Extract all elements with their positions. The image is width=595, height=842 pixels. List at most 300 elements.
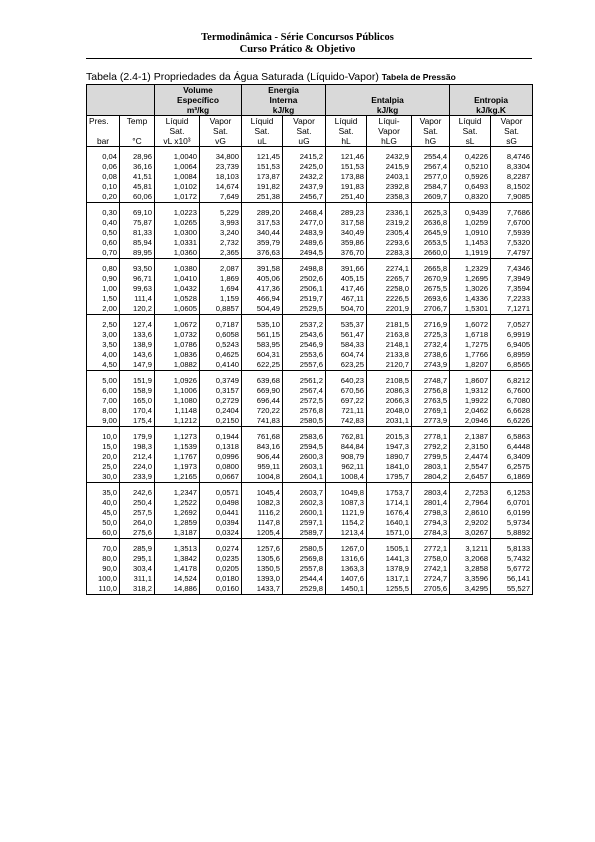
table-cell: 2557,8 (283, 564, 326, 574)
table-cell: 2358,3 (367, 192, 412, 203)
table-cell: 2577,0 (412, 172, 450, 182)
table-cell: 2553,6 (283, 350, 326, 360)
table-cell: 56,141 (491, 574, 533, 584)
table-cell: 75,87 (120, 218, 155, 228)
table-cell: 5,229 (200, 208, 242, 218)
table-cell: 251,40 (326, 192, 367, 203)
table-row (87, 528, 533, 539)
table-cell: 1,1080 (155, 396, 200, 406)
table-cell: 14,524 (155, 574, 200, 584)
table-cell: 212,4 (120, 452, 155, 462)
table-row (87, 462, 533, 472)
table-cell: 1,1273 (155, 432, 200, 442)
table-cell: 2066,3 (367, 396, 412, 406)
group-header-blank (87, 85, 155, 116)
table-cell: 0,2150 (200, 416, 242, 427)
table-cell: 2258,0 (367, 284, 412, 294)
table-row (87, 376, 533, 386)
table-cell: 1,869 (200, 274, 242, 284)
table-body (87, 147, 533, 595)
table-cell: 5,7432 (491, 554, 533, 564)
table-cell: 1,0672 (155, 320, 200, 330)
header-title: Termodinâmica - Série Concursos Públicos (201, 32, 394, 43)
group-header-row (87, 85, 533, 116)
table-cell: 251,38 (242, 192, 283, 203)
table-cell: 2415,2 (283, 152, 326, 162)
table-cell: 80,0 (87, 554, 120, 564)
table-cell: 340,44 (242, 228, 283, 238)
table-cell: 1,1148 (155, 406, 200, 416)
table-cell: 303,4 (120, 564, 155, 574)
column-header-cell: Líqui- (367, 116, 412, 127)
table-cell: 2,9202 (450, 518, 491, 528)
table-cell: 2705,6 (412, 584, 450, 595)
table-cell: 7,649 (200, 192, 242, 203)
table-cell: 2544,4 (283, 574, 326, 584)
column-header-cell: hG (412, 136, 450, 147)
table-cell: 2561,2 (283, 376, 326, 386)
table-cell: 289,23 (326, 208, 367, 218)
table-cell: 2758,0 (412, 554, 450, 564)
table-cell: 1753,7 (367, 488, 412, 498)
table-cell: 4,00 (87, 350, 120, 360)
table-cell: 0,70 (87, 248, 120, 259)
column-header-cell: Líquid (155, 116, 200, 127)
table-cell: 6,7080 (491, 396, 533, 406)
table-cell: 1841,0 (367, 462, 412, 472)
header-rule (86, 58, 532, 59)
table-cell: 1116,2 (242, 508, 283, 518)
table-cell: 5,6772 (491, 564, 533, 574)
table-cell: 2693,6 (412, 294, 450, 304)
table-cell: 14,674 (200, 182, 242, 192)
table-cell: 1257,6 (242, 544, 283, 554)
table-cell: 70,0 (87, 544, 120, 554)
table-cell: 1,3842 (155, 554, 200, 564)
table-cell: 2769,1 (412, 406, 450, 416)
table-cell: 311,1 (120, 574, 155, 584)
table-cell: 1676,4 (367, 508, 412, 518)
table-cell: 1571,0 (367, 528, 412, 539)
table-row (87, 264, 533, 274)
table-cell: 720,22 (242, 406, 283, 416)
table-cell: 2,0946 (450, 416, 491, 427)
table-cell: 1378,9 (367, 564, 412, 574)
table-cell: 561,47 (326, 330, 367, 340)
table-cell: 10,0 (87, 432, 120, 442)
table-cell: 843,16 (242, 442, 283, 452)
table-cell: 1,9922 (450, 396, 491, 406)
table-cell: 1,6718 (450, 330, 491, 340)
table-cell: 1,0432 (155, 284, 200, 294)
table-cell: 7,00 (87, 396, 120, 406)
table-cell: 8,4746 (491, 152, 533, 162)
table-cell: 0,0180 (200, 574, 242, 584)
table-cell: 1,0223 (155, 208, 200, 218)
table-cell: 1147,8 (242, 518, 283, 528)
table-cell: 6,0199 (491, 508, 533, 518)
table-row (87, 488, 533, 498)
table-cell: 1,0836 (155, 350, 200, 360)
table-cell: 1,694 (200, 284, 242, 294)
table-cell: 2529,5 (283, 304, 326, 315)
table-row (87, 218, 533, 228)
column-header-row-3 (87, 136, 533, 147)
table-cell: 28,96 (120, 152, 155, 162)
column-header-cell: vG (200, 136, 242, 147)
table-cell: 1714,1 (367, 498, 412, 508)
table-cell: 1316,6 (326, 554, 367, 564)
table-row (87, 228, 533, 238)
table-cell: 6,1253 (491, 488, 533, 498)
table-cell: 2498,8 (283, 264, 326, 274)
table-row (87, 172, 533, 182)
table-cell: 18,103 (200, 172, 242, 182)
table-cell: 741,83 (242, 416, 283, 427)
table-cell: 2670,9 (412, 274, 450, 284)
table-cell: 7,9085 (491, 192, 533, 203)
table-cell: 1,0172 (155, 192, 200, 203)
table-cell: 6,9919 (491, 330, 533, 340)
table-cell: 85,94 (120, 238, 155, 248)
table-cell: 41,51 (120, 172, 155, 182)
table-cell: 4,50 (87, 360, 120, 371)
table-cell: 1,8607 (450, 376, 491, 386)
table-cell: 198,3 (120, 442, 155, 452)
table-cell: 1,0410 (155, 274, 200, 284)
table-cell: 1008,4 (326, 472, 367, 483)
column-header-cell: Sat. (200, 126, 242, 136)
table-cell: 0,0996 (200, 452, 242, 462)
table-row (87, 574, 533, 584)
table-cell: 1450,1 (326, 584, 367, 595)
table-cell: 121,45 (242, 152, 283, 162)
table-cell: 1121,9 (326, 508, 367, 518)
table-cell: 0,60 (87, 238, 120, 248)
table-cell: 742,83 (326, 416, 367, 427)
table-cell: 5,8133 (491, 544, 533, 554)
table-cell: 2580,5 (283, 544, 326, 554)
table-cell: 2653,5 (412, 238, 450, 248)
table-cell: 2600,1 (283, 508, 326, 518)
table-cell: 2792,2 (412, 442, 450, 452)
table-cell: 173,88 (326, 172, 367, 182)
table-cell: 7,5939 (491, 228, 533, 238)
column-header-cell: uG (283, 136, 326, 147)
table-cell: 1213,4 (326, 528, 367, 539)
table-cell: 1049,8 (326, 488, 367, 498)
table-cell: 2801,4 (412, 498, 450, 508)
table-cell: 90,0 (87, 564, 120, 574)
table-cell: 1,00 (87, 284, 120, 294)
table-cell: 1,1767 (155, 452, 200, 462)
table-cell: 1,0605 (155, 304, 200, 315)
table-cell: 1,2859 (155, 518, 200, 528)
table-cell: 1350,5 (242, 564, 283, 574)
table-row (87, 284, 533, 294)
table-cell: 1947,3 (367, 442, 412, 452)
table-cell: 7,3949 (491, 274, 533, 284)
table-cell: 2506,1 (283, 284, 326, 294)
table-cell: 2784,3 (412, 528, 450, 539)
table-cell: 2803,1 (412, 462, 450, 472)
table-cell: 721,11 (326, 406, 367, 416)
table-cell: 151,53 (326, 162, 367, 172)
table-cell: 2554,4 (412, 152, 450, 162)
table-cell: 7,1271 (491, 304, 533, 315)
table-cell: 0,6058 (200, 330, 242, 340)
table-cell: 6,8565 (491, 360, 533, 371)
column-header-row-1 (87, 116, 533, 127)
table-cell: 35,0 (87, 488, 120, 498)
table-row (87, 274, 533, 284)
table-cell: 1,0084 (155, 172, 200, 182)
table-cell: 2660,0 (412, 248, 450, 259)
table-cell: 8,2287 (491, 172, 533, 182)
table-cell: 2,732 (200, 238, 242, 248)
table-cell: 3,2858 (450, 564, 491, 574)
table-cell: 2645,9 (412, 228, 450, 238)
table-cell: 6,8212 (491, 376, 533, 386)
table-cell: 36,16 (120, 162, 155, 172)
table-cell: 2725,3 (412, 330, 450, 340)
table-cell: 0,0205 (200, 564, 242, 574)
table-row (87, 238, 533, 248)
table-cell: 359,86 (326, 238, 367, 248)
table-cell: 6,1869 (491, 472, 533, 483)
table-cell: 1,1006 (155, 386, 200, 396)
table-cell: 2603,7 (283, 488, 326, 498)
table-cell: 60,06 (120, 192, 155, 203)
table-cell: 670,56 (326, 386, 367, 396)
column-header-cell: uL (242, 136, 283, 147)
table-row (87, 320, 533, 330)
table-cell: 0,1318 (200, 442, 242, 452)
table-cell: 1305,6 (242, 554, 283, 564)
table-row (87, 162, 533, 172)
table-cell: 696,44 (242, 396, 283, 406)
column-header-cell: hL (326, 136, 367, 147)
table-cell: 1,0259 (450, 218, 491, 228)
table-cell: 7,4797 (491, 248, 533, 259)
table-cell: 2537,2 (283, 320, 326, 330)
table-cell: 2437,9 (283, 182, 326, 192)
table-cell: 2589,7 (283, 528, 326, 539)
table-cell: 2336,1 (367, 208, 412, 218)
table-cell: 1267,0 (326, 544, 367, 554)
table-row (87, 564, 533, 574)
table-cell: 2226,5 (367, 294, 412, 304)
column-header-cell: Pres. (87, 116, 120, 127)
table-row (87, 406, 533, 416)
table-cell: 0,6493 (450, 182, 491, 192)
table-cell: 391,66 (326, 264, 367, 274)
table-cell: 2804,2 (412, 472, 450, 483)
table-row (87, 508, 533, 518)
table-cell: 317,53 (242, 218, 283, 228)
table-cell: 1,159 (200, 294, 242, 304)
table-row (87, 182, 533, 192)
table-cell: 0,20 (87, 192, 120, 203)
table-cell: 622,25 (242, 360, 283, 371)
table-cell: 8,3304 (491, 162, 533, 172)
table-cell: 0,4140 (200, 360, 242, 371)
table-cell: 640,23 (326, 376, 367, 386)
table-cell: 376,63 (242, 248, 283, 259)
table-cell: 535,37 (326, 320, 367, 330)
table-cell: 561,15 (242, 330, 283, 340)
table-cell: 151,53 (242, 162, 283, 172)
table-cell: 669,90 (242, 386, 283, 396)
table-cell: 2602,3 (283, 498, 326, 508)
table-cell: 7,3594 (491, 284, 533, 294)
table-cell: 2743,9 (412, 360, 450, 371)
table-cell: 2572,5 (283, 396, 326, 406)
table-cell: 264,0 (120, 518, 155, 528)
table-cell: 285,9 (120, 544, 155, 554)
table-cell: 2597,1 (283, 518, 326, 528)
table-row (87, 330, 533, 340)
column-header-cell: Sat. (412, 126, 450, 136)
table-cell: 100,0 (87, 574, 120, 584)
table-cell: 3,0267 (450, 528, 491, 539)
table-cell: 191,83 (326, 182, 367, 192)
table-cell: 1,3513 (155, 544, 200, 554)
table-cell: 1,9312 (450, 386, 491, 396)
table-cell: 1,1973 (155, 462, 200, 472)
table-cell: 6,2575 (491, 462, 533, 472)
table-cell: 2732,4 (412, 340, 450, 350)
table-cell: 2425,0 (283, 162, 326, 172)
table-cell: 0,0394 (200, 518, 242, 528)
column-header-cell: Sat. (326, 126, 367, 136)
table-cell: 1087,3 (326, 498, 367, 508)
table-cell: 1,0910 (450, 228, 491, 238)
table-cell: 1317,1 (367, 574, 412, 584)
table-cell: 2773,9 (412, 416, 450, 427)
table-cell: 1,0064 (155, 162, 200, 172)
table-cell: 3,50 (87, 340, 120, 350)
group-header-volume: Volume Específico m³/kg (155, 85, 242, 116)
table-cell: 844,84 (326, 442, 367, 452)
table-cell: 2742,1 (412, 564, 450, 574)
table-cell: 1205,4 (242, 528, 283, 539)
table-cell: 604,31 (242, 350, 283, 360)
table-cell: 2799,5 (412, 452, 450, 462)
table-cell: 3,2068 (450, 554, 491, 564)
table-row (87, 208, 533, 218)
table-cell: 583,95 (242, 340, 283, 350)
table-cell: 1,3187 (155, 528, 200, 539)
table-cell: 2748,7 (412, 376, 450, 386)
table-cell: 69,10 (120, 208, 155, 218)
table-cell: 1,2329 (450, 264, 491, 274)
column-header-cell: Vapor (367, 126, 412, 136)
table-cell: 2,7964 (450, 498, 491, 508)
table-cell: 275,6 (120, 528, 155, 539)
table-cell: 2293,6 (367, 238, 412, 248)
document-header (0, 32, 595, 56)
table-cell: 2015,3 (367, 432, 412, 442)
table-cell: 191,82 (242, 182, 283, 192)
table-cell: 2706,7 (412, 304, 450, 315)
table-cell: 317,58 (326, 218, 367, 228)
table-cell: 3,1211 (450, 544, 491, 554)
table-cell: 1,4336 (450, 294, 491, 304)
table-cell: 2319,2 (367, 218, 412, 228)
table-cell: 1407,6 (326, 574, 367, 584)
table-cell: 2415,9 (367, 162, 412, 172)
table-cell: 340,49 (326, 228, 367, 238)
table-cell: 0,3157 (200, 386, 242, 396)
table-cell: 697,22 (326, 396, 367, 406)
table-cell: 138,9 (120, 340, 155, 350)
table-caption (86, 71, 456, 83)
table-cell: 1,0732 (155, 330, 200, 340)
group-header-energia: Energia Interna kJ/kg (242, 85, 326, 116)
table-cell: 908,79 (326, 452, 367, 462)
table-cell: 0,4625 (200, 350, 242, 360)
table-cell: 1,2165 (155, 472, 200, 483)
table-cell: 2,4474 (450, 452, 491, 462)
table-cell: 2477,0 (283, 218, 326, 228)
table-cell: 60,0 (87, 528, 120, 539)
table-cell: 158,9 (120, 386, 155, 396)
table-cell: 151,9 (120, 376, 155, 386)
table-cell: 2163,8 (367, 330, 412, 340)
table-cell: 0,06 (87, 162, 120, 172)
table-cell: 3,240 (200, 228, 242, 238)
table-cell: 7,0527 (491, 320, 533, 330)
table-cell: 584,33 (326, 340, 367, 350)
table-cell: 1,2347 (155, 488, 200, 498)
table-cell: 0,0667 (200, 472, 242, 483)
table-cell: 466,94 (242, 294, 283, 304)
table-cell: 1,1212 (155, 416, 200, 427)
table-row (87, 432, 533, 442)
table-row (87, 340, 533, 350)
table-cell: 2675,5 (412, 284, 450, 294)
table-cell: 6,3409 (491, 452, 533, 462)
table-cell: 1,1453 (450, 238, 491, 248)
table-cell: 2603,1 (283, 462, 326, 472)
column-header-cell: vL x10³ (155, 136, 200, 147)
table-cell: 0,90 (87, 274, 120, 284)
table-cell: 89,95 (120, 248, 155, 259)
table-cell: 6,5863 (491, 432, 533, 442)
table-cell: 1004,8 (242, 472, 283, 483)
table-cell: 1640,1 (367, 518, 412, 528)
table-cell: 1,0265 (155, 218, 200, 228)
table-cell: 9,00 (87, 416, 120, 427)
table-cell: 0,7187 (200, 320, 242, 330)
table-cell: 2,7253 (450, 488, 491, 498)
table-cell: 2,5547 (450, 462, 491, 472)
table-cell: 7,2233 (491, 294, 533, 304)
table-cell: 1,0300 (155, 228, 200, 238)
table-cell: 2,00 (87, 304, 120, 315)
table-cell: 2798,3 (412, 508, 450, 518)
table-cell: 1082,3 (242, 498, 283, 508)
table-cell: 2763,5 (412, 396, 450, 406)
table-cell: 0,50 (87, 228, 120, 238)
saturated-water-table (86, 84, 533, 595)
table-cell: 250,4 (120, 498, 155, 508)
table-row (87, 442, 533, 452)
table-cell: 5,9734 (491, 518, 533, 528)
table-row (87, 584, 533, 595)
table-row (87, 152, 533, 162)
